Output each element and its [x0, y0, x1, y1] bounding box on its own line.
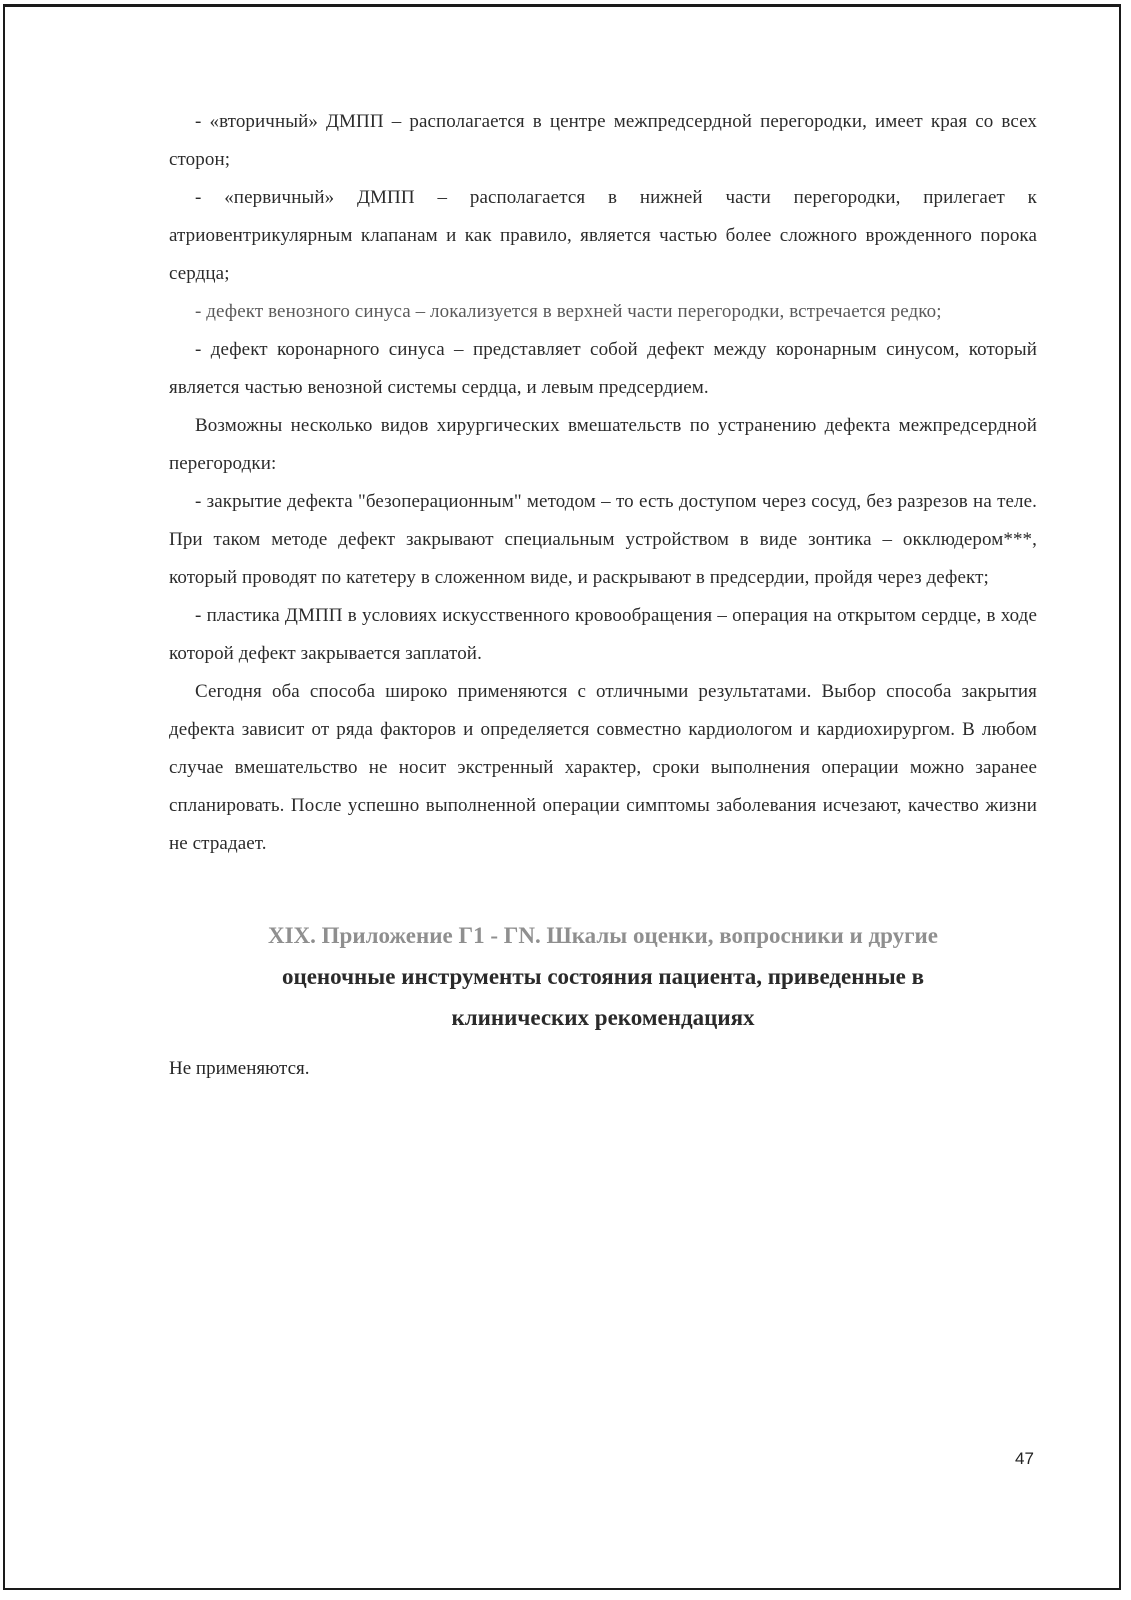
page-number: 47	[1015, 1449, 1034, 1468]
scanned-page	[3, 4, 1121, 1590]
paragraph-surgery-types: Возможны несколько видов хирургических вмешательств по устранению дефекта межпредсердной перегородки:	[169, 415, 1037, 474]
section-heading-line-2: оценочные инструменты состояния пациента, приведенные в	[281, 964, 925, 989]
paragraph-open-heart-repair: - пластика ДМПП в условиях искусственного кровообращения – операция на открытом сердце, в ходе которой дефект закрывается заплатой.	[169, 605, 1037, 664]
paragraph-occluder-closure: - закрытие дефекта "безоперационным" методом – то есть доступом через сосуд, без разрезов на теле. При таком методе дефект закрывают специальным устройством в виде зонтика – окклюдером***, который проводят по катетеру в сложенном виде, и раскрывают в предсердии, пройдя через дефект;	[169, 491, 1037, 588]
section-heading-line-3: клинических рекомендациях	[451, 1005, 755, 1030]
paragraph-coronary-sinus-defect: - дефект коронарного синуса – представляет собой дефект между коронарным синусом, который является частью венозной системы сердца, и левым предсердием.	[169, 339, 1037, 398]
paragraph-venous-sinus-defect: - дефект венозного синуса – локализуется в верхней части перегородки, встречается редко;	[195, 301, 942, 322]
section-note: Не применяются.	[169, 1058, 310, 1079]
paragraph-secondary-asd: - «вторичный» ДМПП – располагается в центре межпредсердной перегородки, имеет края со всех сторон;	[169, 111, 1037, 170]
paragraph-primary-asd: - «первичный» ДМПП – располагается в нижней части перегородки, прилегает к атриовентрикулярным клапанам и как правило, является частью более сложного врожденного порока сердца;	[169, 187, 1037, 284]
section-heading-line-1: XIX. Приложение Г1 - ГN. Шкалы оценки, вопросники и другие	[267, 923, 938, 948]
paragraph-outcomes: Сегодня оба способа широко применяются с отличными результатами. Выбор способа закрытия дефекта зависит от ряда факторов и определяется совместно кардиологом и кардиохирургом. В любом случае вмешательство не носит экстренный характер, сроки выполнения операции можно заранее спланировать. После успешно выполненной операции симптомы заболевания исчезают, качество жизни не страдает.	[169, 681, 1037, 854]
section-heading	[169, 915, 1037, 1038]
page-content	[169, 103, 1037, 1088]
